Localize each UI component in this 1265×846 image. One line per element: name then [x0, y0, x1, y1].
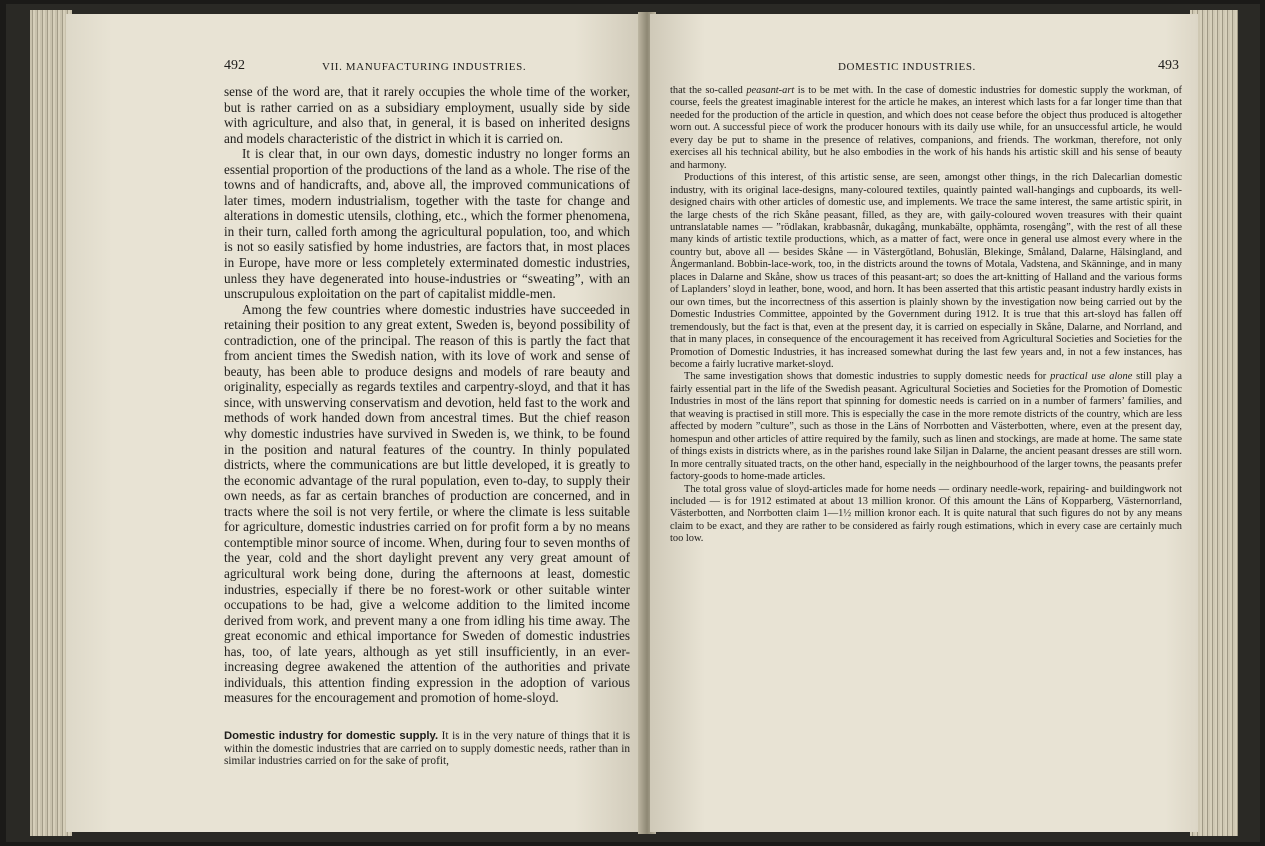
paragraph: Productions of this interest, of this artistic sense, are seen, amongst other things, in the rich Dalecarlian domestic industry, with its original lace-designs, many-coloured textiles, quaintly painted wall-hangings and cupboards, its well-designed chairs with other articles of domestic use, and implements. We trace the same interest, the same artistic spirit, in the large chests of the rich Skåne peasant, filled, as they are, with gaily-coloured woven treasures with their quaint untranslatable names — ”rödlakan, krabbasnår, dukagång, munkabälte, opphämta, rosengång”, with the rest of all these many kinds of artistic textile productions, which, as a matter of fact, were once in general use almost every where in the country but, above all — besides Skåne — in Västergötland, Bohuslän, Blekinge, Småland, Dalarne, Hälsingland, and Ångermanland. Bobbin-lace-work, too, in the districts around the towns of Motala, Vadstena, and Skänninge, and in many places in Dalarne and Skåne, show us traces of this peasant-art; so does the art-knitting of Halland and the various forms of Laplanders’ sloyd in leather, bone, wood, and horn. It has been asserted that this artistic peasant industry hardly exists in our own times, but the incorrectness of this assertion is plainly shown by the investigation now being carried out by the Domestic Industries Committee, appointed by the Government during 1912. It is true that this art-sloyd has fallen off tremendously, but the fact is that, even at the present day, it is carried on especially in Skåne, Dalarne, and Norrland, and that in many places, in consequence of the encouragement it has received from Agricultural Societies and Societies for the Promotion of Domestic Industries, it has increased somewhat during the last few years and, in not a few instances, has become a fairly lucrative market-sloyd.	[670, 172, 1182, 370]
paragraph: Among the few countries where domestic industries have succeeded in retaining their position to any great extent, Sweden is, beyond possibility of contradiction, one of the principal. The reason of this is partly the fact that from ancient times the Swedish nation, with its love of work and sense of beauty, has been able to produce designs and models of rare beauty and originality, especially as regards textiles and carpentry-sloyd, and that it has since, with unswerving conservatism and devotion, held fast to the work and methods of work handed down from ancestral times. But the chief reason why domestic industries have survived in Sweden is, we think, to be found in the position and natural features of the country. In thinly populated districts, where the communications are but little developed, it is greatly to the economic advantage of the rural population, even to-day, to supply their own needs, as far as certain branches of production are concerned, and in tracts where the soil is not very fertile, or where the climate is less suitable for agriculture, domestic industries carried on for profit form a by no means contemptible minor source of income. When, during four to seven months of the year, cold and the short daylight prevent any very great amount of agricultural work being done, during the afternoons at least, domestic industries, especially if there be no forest-work or other suitable winter occupations to be had, give a welcome addition to the limited income derived from work, and prevent many a one from idling his time away. The great economic and ethical importance for Sweden of domestic industries has, too, of late years, although as yet still insufficiently, in an ever-increasing degree awakened the attention of the authorities and private individuals, this attention finding expression in the adoption of various measures for the encouragement and promotion of home-sloyd.	[224, 301, 630, 706]
body-text	[670, 85, 1182, 546]
paragraph	[670, 85, 1182, 172]
paragraph: The total gross value of sloyd-articles made for home needs — ordinary needle-work, repairing- and buildingwork not included — is for 1912 estimated at about 13 million kronor. Of this amount the Läns of Kopparberg, Västernorrland, Västerbotten, and Norrbotten claim 1—1½ million kronor each. It is quite natural that such figures do not by any means claim to be exact, and they are rather to be considered as fairly rough estimations, which in every case are certainly much too low.	[670, 483, 1182, 545]
body-text	[224, 84, 630, 706]
text-run: is to be met with. In the case of domestic industries for domestic supply the workman, of course, feels the greatest imaginable interest for the article he makes, an interest which lasts for a far longer time than that needed for the production of the article in question, and which does not cease before the object thus produced is altogether worn out. A successful piece of work the producer honours with its daily use while, for an unsuccessful article, he would every day be put to shame in the presence of relatives, companions, and friends. The workman, therefore, not only exercises all his technical ability, but he also embodies in the work of his hands his artistic skill and his sense of beauty and harmony.	[670, 85, 1183, 171]
left-page	[66, 14, 644, 832]
paragraph	[670, 371, 1182, 483]
text-run: still play a fairly essential part in the life of the Swedish peasant. Agricultural Societies and Societies for the Promotion of Domestic Industries in most of the läns report that spinning for domestic needs is carried on in a number of farmers’ families, and that weaving is practised in still more. This is especially the case in the more remote districts of the country, which are less affected by modern ”culture”, such as those in the Läns of Norrbotten and Västerbotten, where, even at the present day, homespun and other articles of attire required by the family, such as linen and stockings, are made at home. The same state of things exists in districts where, as in the parishes round lake Siljan in Dalarne, the ancient peasant dresses are still worn. In more centrally situated tracts, on the other hand, especially in the neighbourhood of the larger towns, the peasants prefer factory-goods to home-made articles.	[670, 371, 1182, 483]
right-page	[650, 14, 1198, 832]
paragraph: sense of the word are, that it rarely occupies the whole time of the worker, but is rather carried on as a subsidiary employment, usually side by side with agriculture, and also that, in general, it is based on inherited designs and models characteristic of the district in which it is carried on.	[224, 84, 630, 146]
running-header: VII. MANUFACTURING INDUSTRIES.	[322, 61, 527, 73]
page-number: 492	[224, 58, 245, 73]
section-domestic-supply	[224, 730, 630, 768]
page-number: 493	[1158, 58, 1179, 73]
section-heading: Domestic industry for domestic supply.	[224, 730, 439, 742]
emphasis: practical use alone	[1050, 371, 1133, 383]
emphasis: peasant-art	[746, 85, 795, 96]
section-text: It is in the very nature of things that it is within the domestic industries that are carried on to supply domestic needs, rather than in similar industries carried on for the sake of profit,	[224, 730, 630, 768]
text-run: The same investigation shows that domestic industries to supply domestic needs for	[684, 371, 1051, 383]
text-run: that the so-called	[670, 85, 747, 96]
running-header: DOMESTIC INDUSTRIES.	[838, 61, 976, 73]
paragraph: It is clear that, in our own days, domestic industry no longer forms an essential proportion of the productions of the land as a whole. The rise of the towns and of handicrafts, and, above all, the improved communications of later times, modern industrialism, together with the taste for change and alterations in domestic utensils, clothing, etc., which the former phenomena, in their turn, called forth among the agricultural population, too, and which is not so easily satisfied by home industries, are factors that, in most places in Europe, have more or less completely exterminated domestic industries, unless they have degenerated into house-industries or “sweating”, with an unscrupulous exploitation on the part of capitalist middle-men.	[224, 146, 630, 302]
